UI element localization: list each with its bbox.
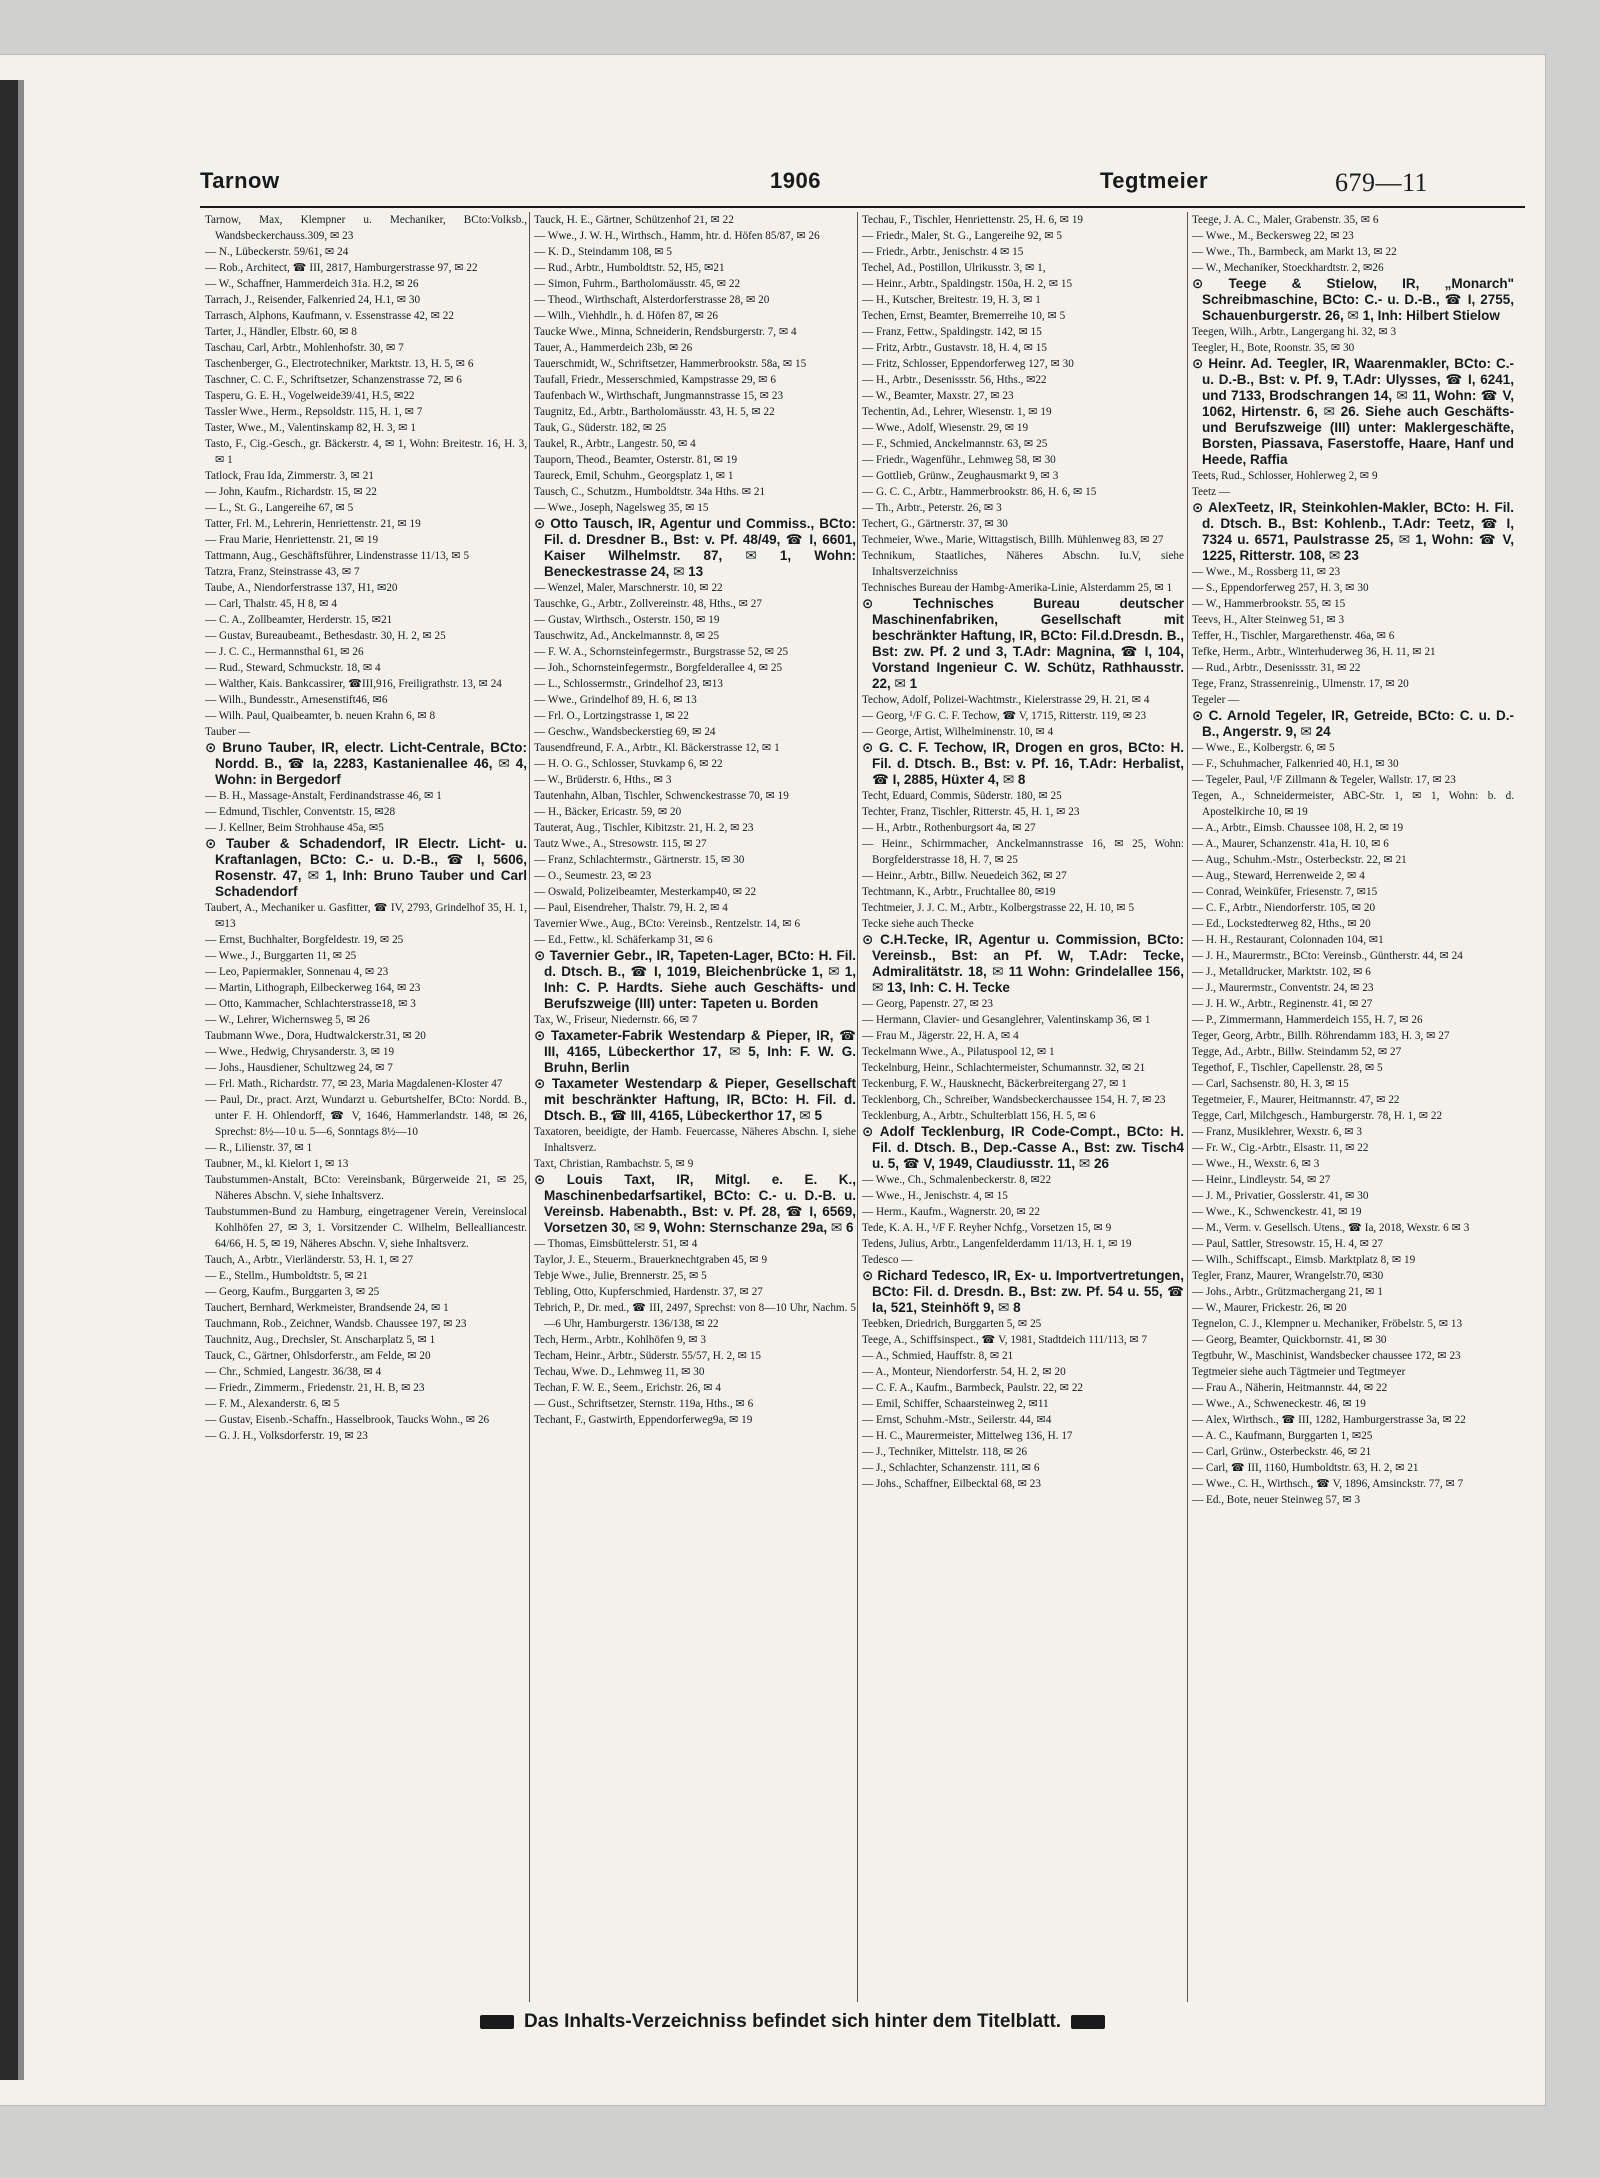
directory-entry: — C. F., Arbtr., Niendorferstr. 105, ✉ 20	[1192, 902, 1376, 914]
directory-entry: Tax, W., Friseur, Niedernstr. 66, ✉ 7	[534, 1014, 698, 1026]
running-header	[200, 168, 1530, 208]
directory-entry: Techow, Adolf, Polizei-Wachtmstr., Kielerstrasse 29, H. 21, ✉ 4	[862, 694, 1150, 706]
directory-entry: Tedens, Julius, Arbtr., Langenfelderdamm 11/13, H. 1, ✉ 19	[862, 1238, 1132, 1250]
header-year: 1906	[770, 168, 821, 193]
directory-entry: Teckelnburg, Heinr., Schlachtermeister, Schumannstr. 32, ✉ 21	[862, 1062, 1146, 1074]
directory-entry: — Conrad, Weinküfer, Friesenstr. 7, ✉15	[1192, 886, 1378, 898]
directory-entry: — Heinr., Arbtr., Spaldingstr. 150a, H. 2, ✉ 15	[862, 278, 1073, 290]
directory-entry: — Gustav, Bureaubeamt., Bethesdastr. 30, H. 2, ✉ 25	[205, 630, 446, 642]
directory-entry: — Wwe., Adolf, Wiesenstr. 29, ✉ 19	[862, 422, 1029, 434]
directory-entry: — Alex, Wirthsch., ☎ III, 1282, Hamburgerstrasse 3a, ✉ 22	[1192, 1414, 1466, 1426]
directory-entry: — Wwe., Ch., Schmalenbeckerstr. 8, ✉22	[862, 1174, 1052, 1186]
directory-entry: — Paul, Sattler, Stresowstr. 15, H. 4, ✉ 27	[1192, 1238, 1384, 1250]
directory-entry: — Wenzel, Maler, Marschnerstr. 10, ✉ 22	[534, 582, 723, 594]
directory-entry: — Ed., Bote, neuer Steinweg 57, ✉ 3	[1192, 1494, 1361, 1506]
directory-entry: Teckelmann Wwe., A., Pilatuspool 12, ✉ 1	[862, 1046, 1055, 1058]
directory-entry: Tauck, C., Gärtner, Ohlsdorferstr., am Felde, ✉ 20	[205, 1350, 431, 1362]
directory-entry: — L., Schlossermstr., Grindelhof 23, ✉13	[534, 678, 723, 690]
directory-entry: Tege, Franz, Strassenreinig., Ulmenstr. 17, ✉ 20	[1192, 678, 1409, 690]
directory-entry: — Wilh. Paul, Quaibeamter, b. neuen Krahn 6, ✉ 8	[205, 710, 436, 722]
directory-entry: — Ed., Lockstedterweg 82, Hths., ✉ 20	[1192, 918, 1371, 930]
directory-entry: — George, Artist, Wilhelminenstr. 10, ✉ 4	[862, 726, 1054, 738]
column-divider	[857, 212, 858, 2002]
directory-entry: — H., Kutscher, Breitestr. 19, H. 3, ✉ 1	[862, 294, 1041, 306]
directory-entry: — S., Eppendorferweg 257, H. 3, ✉ 30	[1192, 582, 1369, 594]
directory-entry: — A., Monteur, Niendorferstr. 54, H. 2, ✉ 20	[862, 1366, 1066, 1378]
directory-entry: — Friedr., Zimmerm., Friedenstr. 21, H. B, ✉ 23	[205, 1382, 425, 1394]
directory-entry: — Frl. Math., Richardstr. 77, ✉ 23, Maria Magdalenen-Kloster 47	[205, 1078, 503, 1090]
directory-entry: — Fritz, Schlosser, Eppendorferweg 127, ✉ 30	[862, 358, 1074, 370]
directory-entry: — E., Stellm., Humboldtstr. 5, ✉ 21	[205, 1270, 368, 1282]
directory-entry: — J., Metalldrucker, Marktstr. 102, ✉ 6	[1192, 966, 1371, 978]
directory-entry: Teetz —	[1192, 486, 1231, 498]
directory-entry: — Leo, Papiermakler, Sonnenau 4, ✉ 23	[205, 966, 389, 978]
directory-entry: Tautenhahn, Alban, Tischler, Schwenckestrasse 70, ✉ 19	[534, 790, 789, 802]
directory-entry: Tedesco —	[862, 1254, 913, 1266]
directory-entry: — Gustav, Eisenb.-Schaffn., Hasselbrook, Taucks Wohn., ✉ 26	[205, 1414, 490, 1426]
directory-entry: Tauber —	[205, 726, 250, 738]
directory-entry: ⊙ Heinr. Ad. Teegler, IR, Waarenmakler, BCto: C.- u. D.-B., Bst: v. Pf. 9, T.Adr: Ulysses, ☎ I, 6241, und 7133, Brodschrangen 14, ✉ 11, Wohn: ☎ V, 1062, Hirtenstr. 6, ✉ 26. Siehe auch Geschäfts- und Berufszweige (III) unter: Maklergeschäfte, Borsten, Piassava, Faserstoffe, Haare, Hanf und Heede, Raffia	[1192, 356, 1514, 467]
directory-entry: — Th., Arbtr., Peterstr. 26, ✉ 3	[862, 502, 1002, 514]
directory-entry: — Heinr., Lindleystr. 54, ✉ 27	[1192, 1174, 1331, 1186]
directory-entry: Techmeier, Wwe., Marie, Wittagstisch, Billh. Mühlenweg 83, ✉ 27	[862, 534, 1164, 546]
directory-entry: — Aug., Schuhm.-Mstr., Osterbeckstr. 22, ✉ 21	[1192, 854, 1407, 866]
directory-entry: — Johs., Arbtr., Grützmachergang 21, ✉ 1	[1192, 1286, 1383, 1298]
directory-entry: — M., Verm. v. Gesellsch. Utens., ☎ Ia, 2018, Wexstr. 6 ✉ 3	[1192, 1222, 1470, 1234]
directory-entry: — Geschw., Wandsbeckerstieg 69, ✉ 24	[534, 726, 716, 738]
directory-entry: Teckenburg, F. W., Hausknecht, Bäckerbreitergang 27, ✉ 1	[862, 1078, 1127, 1090]
directory-entry: Techel, Ad., Postillon, Ulrikusstr. 3, ✉ 1,	[862, 262, 1046, 274]
directory-entry: Tarrasch, Alphons, Kaufmann, v. Essenstrasse 42, ✉ 22	[205, 310, 454, 322]
directory-entry: — F. W. A., Schornsteinfegermstr., Burgstrasse 52, ✉ 25	[534, 646, 789, 658]
directory-entry: Tauck, H. E., Gärtner, Schützenhof 21, ✉ 22	[534, 214, 734, 226]
directory-entry: Tegethof, F., Tischler, Capellenstr. 28, ✉ 5	[1192, 1062, 1383, 1074]
directory-entry: — Frau A., Näherin, Heitmannstr. 44, ✉ 22	[1192, 1382, 1388, 1394]
directory-entry: — Franz, Musiklehrer, Wexstr. 6, ✉ 3	[1192, 1126, 1363, 1138]
directory-entry: — Wwe., H., Wexstr. 6, ✉ 3	[1192, 1158, 1320, 1170]
directory-entry: Taufall, Friedr., Messerschmied, Kampstrasse 29, ✉ 6	[534, 374, 776, 386]
directory-entry: Taubstummen-Bund zu Hamburg, eingetragener Verein, Vereinslocal Kohlhöfen 27, ✉ 3, 1. Vorsitzender C. Wilhelm, Bellealliancestr. 64/66, H. 5, ✉ 19, Näheres Abschn. V, siehe Inhaltsverz.	[205, 1206, 527, 1250]
directory-entry: Tarrach, J., Reisender, Falkenried 24, H.1, ✉ 30	[205, 294, 421, 306]
directory-entry: ⊙ Taxameter-Fabrik Westendarp & Pieper, IR, ☎ III, 4165, Lübeckerthor 17, ✉ 5, Inh: F. W. G. Bruhn, Berlin	[534, 1028, 856, 1075]
directory-entry: — Oswald, Polizeibeamter, Mesterkamp40, ✉ 22	[534, 886, 757, 898]
book-spine-edge	[0, 80, 18, 2080]
directory-entry: Tatter, Frl. M., Lehrerin, Henriettenstr. 21, ✉ 19	[205, 518, 421, 530]
directory-entry: Taxt, Christian, Rambachstr. 5, ✉ 9	[534, 1158, 694, 1170]
directory-entry: — Franz, Fettw., Spaldingstr. 142, ✉ 15	[862, 326, 1042, 338]
directory-entry: ⊙ Bruno Tauber, IR, electr. Licht-Centrale, BCto: Nordd. B., ☎ Ia, 2283, Kastanienallee 46, ✉ 4, Wohn: in Bergedorf	[205, 740, 527, 787]
directory-entry: — H. C., Maurermeister, Mittelweg 136, H. 17	[862, 1430, 1073, 1442]
directory-entry: Tegge, Ad., Arbtr., Billw. Steindamm 52, ✉ 27	[1192, 1046, 1402, 1058]
directory-entry: — Herm., Kaufm., Wagnerstr. 20, ✉ 22	[862, 1206, 1040, 1218]
directory-entry: — Wwe., M., Rossberg 11, ✉ 23	[1192, 566, 1341, 578]
directory-entry: — Martin, Lithograph, Eilbeckerweg 164, ✉ 23	[205, 982, 421, 994]
directory-entry: — W., Maurer, Frickestr. 26, ✉ 20	[1192, 1302, 1347, 1314]
directory-entry: — F., Schuhmacher, Falkenried 40, H.1, ✉ 30	[1192, 758, 1399, 770]
directory-entry: Teets, Rud., Schlosser, Hohlerweg 2, ✉ 9	[1192, 470, 1378, 482]
directory-entry: Taxatoren, beeidigte, der Hamb. Feuercasse, Näheres Abschn. I, siehe Inhaltsverz.	[534, 1126, 856, 1154]
directory-entry: Tauk, G., Süderstr. 182, ✉ 25	[534, 422, 667, 434]
directory-entry: ⊙ AlexTeetz, IR, Steinkohlen-Makler, BCto: H. Fil. d. Dtsch. B., Bst: Kohlenb., T.Adr: Teetz, ☎ I, 7324 u. 6571, Paulstrasse 25, ✉ 1, Wohn: ☎ V, 1225, Ritterstr. 108, ✉ 23	[1192, 500, 1514, 563]
directory-entry: — Paul, Dr., pract. Arzt, Wundarzt u. Geburtshelfer, BCto: Nordd. B., unter F. H. Ohlendorff, ☎ V, 1646, Hammerlandstr. 148, ✉ 26, Sprechst: 8½—10 u. 5—6, Sonntags 8½—10	[205, 1094, 527, 1138]
directory-entry: — J. H. W., Arbtr., Reginenstr. 41, ✉ 27	[1192, 998, 1373, 1010]
directory-entry: Tegetmeier, F., Maurer, Heitmannstr. 47, ✉ 22	[1192, 1094, 1400, 1106]
directory-entry: Techant, F., Gastwirth, Eppendorferweg9a, ✉ 19	[534, 1414, 753, 1426]
directory-entry: — Wilh., Schiffscapt., Eimsb. Marktplatz 8, ✉ 19	[1192, 1254, 1416, 1266]
directory-entry: Teevs, H., Alter Steinweg 51, ✉ 3	[1192, 614, 1345, 626]
directory-entry: Techtmeier, J. J. C. M., Arbtr., Kolbergstrasse 22, H. 10, ✉ 5	[862, 902, 1135, 914]
directory-entry: Tauchert, Bernhard, Werkmeister, Brandsende 24, ✉ 1	[205, 1302, 449, 1314]
directory-entry: — Hermann, Clavier- und Gesanglehrer, Valentinskamp 36, ✉ 1	[862, 1014, 1151, 1026]
directory-entry: — Rud., Arbtr., Humboldtstr. 52, H5, ✉21	[534, 262, 725, 274]
directory-entry: — Chr., Schmied, Langestr. 36/38, ✉ 4	[205, 1366, 382, 1378]
directory-entry: — Wilh., Bundesstr., Arnesenstift46, ✉6	[205, 694, 388, 706]
header-first-name: Tarnow	[200, 168, 280, 193]
directory-entry: — A., Schmied, Hauffstr. 8, ✉ 21	[862, 1350, 1014, 1362]
directory-entry: — L., St. G., Langereihe 67, ✉ 5	[205, 502, 354, 514]
directory-entry: ⊙ Richard Tedesco, IR, Ex- u. Importvertretungen, BCto: Fil. d. Dresdn. B., Bst: zw. Pf. 54 u. 55, ☎ Ia, 521, Steinhöft 9, ✉ 8	[862, 1268, 1184, 1315]
directory-entry: ⊙ Tavernier Gebr., IR, Tapeten-Lager, BCto: H. Fil. d. Dtsch. B., ☎ I, 1019, Bleichenbrücke 1, ✉ 1, Inh: C. P. Hardts. Siehe auch Geschäfts- und Berufszweige (III) unter: Tapeten u. Borden	[534, 948, 856, 1011]
directory-entry: Techan, F. W. E., Seem., Erichstr. 26, ✉ 4	[534, 1382, 721, 1394]
directory-entry: Tauchmann, Rob., Zeichner, Wandsb. Chaussee 197, ✉ 23	[205, 1318, 467, 1330]
directory-entry: — G. C. C., Arbtr., Hammerbrookstr. 86, H. 6, ✉ 15	[862, 486, 1097, 498]
directory-entry: ⊙ C. Arnold Tegeler, IR, Getreide, BCto: C. u. D.-B., Angerstr. 9, ✉ 24	[1192, 708, 1514, 739]
directory-entry: ⊙ Taxameter Westendarp & Pieper, Gesellschaft mit beschränkter Haftung, IR, BCto: H. Fil. d. Dtsch. B., ☎ III, 4165, Lübeckerthor 17, ✉ 5	[534, 1076, 856, 1123]
directory-entry: ⊙ Adolf Tecklenburg, IR Code-Compt., BCto: H. Fil. d. Dtsch. B., Dep.-Casse A., Bst: zw. Tisch4 u. 5, ☎ V, 1949, Claudiusstr. 11, ✉ 26	[862, 1124, 1184, 1171]
directory-entry: — Wwe., Joseph, Nagelsweg 35, ✉ 15	[534, 502, 709, 514]
directory-entry: Tattmann, Aug., Geschäftsführer, Lindenstrasse 11/13, ✉ 5	[205, 550, 470, 562]
directory-entry: — Rob., Architect, ☎ III, 2817, Hamburgerstrasse 97, ✉ 22	[205, 262, 478, 274]
directory-entry: — F. M., Alexanderstr. 6, ✉ 5	[205, 1398, 340, 1410]
directory-entry: — Joh., Schornsteinfegermstr., Borgfelderallee 4, ✉ 25	[534, 662, 783, 674]
page-number: 679—11	[1335, 168, 1429, 197]
directory-entry: — H., Bäcker, Ericastr. 59, ✉ 20	[534, 806, 682, 818]
directory-entry: Taschner, C. C. F., Schriftsetzer, Schanzenstrasse 72, ✉ 6	[205, 374, 462, 386]
directory-entry: — W., Mechaniker, Stoeckhardtstr. 2, ✉26	[1192, 262, 1384, 274]
directory-entry: — J., Techniker, Mittelstr. 118, ✉ 26	[862, 1446, 1028, 1458]
directory-entry: — Carl, ☎ III, 1160, Humboldtstr. 63, H. 2, ✉ 21	[1192, 1462, 1419, 1474]
directory-entry: — H. O. G., Schlosser, Stuvkamp 6, ✉ 22	[534, 758, 723, 770]
directory-entry: — J., Schlachter, Schanzenstr. 111, ✉ 6	[862, 1462, 1040, 1474]
directory-entry: — Edmund, Tischler, Conventstr. 15, ✉28	[205, 806, 396, 818]
directory-entry: — A., Maurer, Schanzenstr. 41a, H. 10, ✉ 6	[1192, 838, 1389, 850]
directory-entry: Teege, A., Schiffsinspect., ☎ V, 1981, Stadtdeich 111/113, ✉ 7	[862, 1334, 1148, 1346]
directory-entry: — J. C. C., Hermannsthal 61, ✉ 26	[205, 646, 364, 658]
directory-entry: — Wwe., J. W. H., Wirthsch., Hamm, htr. d. Höfen 85/87, ✉ 26	[534, 230, 820, 242]
directory-entry: Techentin, Ad., Lehrer, Wiesenstr. 1, ✉ 19	[862, 406, 1052, 418]
directory-entry: — W., Schaffner, Hammerdeich 31a. H.2, ✉ 26	[205, 278, 419, 290]
directory-entry: — Georg, Papenstr. 27, ✉ 23	[862, 998, 993, 1010]
directory-entry: — Wwe., Hedwig, Chrysanderstr. 3, ✉ 19	[205, 1046, 395, 1058]
directory-entry: Taster, Wwe., M., Valentinskamp 82, H. 3, ✉ 1	[205, 422, 416, 434]
directory-entry: — Franz, Schlachtermstr., Gärtnerstr. 15, ✉ 30	[534, 854, 745, 866]
directory-entry: Tegler, Franz, Maurer, Wrangelstr.70, ✉30	[1192, 1270, 1384, 1282]
directory-entry: Technikum, Staatliches, Näheres Abschn. Iu.V, siehe Inhaltsverzeichniss	[862, 550, 1184, 578]
directory-entry: — Carl, Grünw., Osterbeckstr. 46, ✉ 21	[1192, 1446, 1372, 1458]
directory-entry: Tecke siehe auch Thecke	[862, 918, 974, 930]
directory-entry: — Heinr., Arbtr., Billw. Neuedeich 362, ✉ 27	[862, 870, 1067, 882]
column-divider	[529, 212, 530, 2002]
directory-entry: — J. H., Maurermstr., BCto: Vereinsb., Güntherstr. 44, ✉ 24	[1192, 950, 1463, 962]
directory-entry: — Carl, Thalstr. 45, H 8, ✉ 4	[205, 598, 337, 610]
directory-entry: Tecklenborg, Ch., Schreiber, Wandsbeckerchaussee 154, H. 7, ✉ 23	[862, 1094, 1166, 1106]
directory-entry: — J., Maurermstr., Conventstr. 24, ✉ 23	[1192, 982, 1374, 994]
directory-entry: — B. H., Massage-Anstalt, Ferdinandstrasse 46, ✉ 1	[205, 790, 442, 802]
directory-entry: — F., Schmied, Anckelmannstr. 63, ✉ 25	[862, 438, 1048, 450]
directory-entry: — Friedr., Wagenführ., Lehmweg 58, ✉ 30	[862, 454, 1056, 466]
directory-entry: — Thomas, Eimsbüttelerstr. 51, ✉ 4	[534, 1238, 698, 1250]
directory-entry: Taucke Wwe., Minna, Schneiderin, Rendsburgerstr. 7, ✉ 4	[534, 326, 797, 338]
directory-entry: Tassler Wwe., Herm., Repsoldstr. 115, H. 1, ✉ 7	[205, 406, 423, 418]
footer-note	[470, 2011, 1270, 2039]
directory-entry: — Theod., Wirthschaft, Alsterdorferstrasse 28, ✉ 20	[534, 294, 770, 306]
directory-entry: Taschau, Carl, Arbtr., Mohlenhofstr. 30, ✉ 7	[205, 342, 404, 354]
directory-entry: Tefke, Herm., Arbtr., Winterhuderweg 36, H. 11, ✉ 21	[1192, 646, 1436, 658]
directory-entry: Taubmann Wwe., Dora, Hudtwalckerstr.31, ✉ 20	[205, 1030, 426, 1042]
directory-entry: Teebken, Driedrich, Burggarten 5, ✉ 25	[862, 1318, 1042, 1330]
directory-entry: Techert, G., Gärtnerstr. 37, ✉ 30	[862, 518, 1008, 530]
directory-entry: Tegge, Carl, Milchgesch., Hamburgerstr. 78, H. 1, ✉ 22	[1192, 1110, 1443, 1122]
directory-entry: Tasto, F., Cig.-Gesch., gr. Bäckerstr. 4, ✉ 1, Wohn: Breitestr. 16, H. 3, ✉ 1	[205, 438, 527, 466]
directory-entry: — Gottlieb, Grünw., Zeughausmarkt 9, ✉ 3	[862, 470, 1059, 482]
directory-entry: — K. D., Steindamm 108, ✉ 5	[534, 246, 673, 258]
directory-entry: — R., Lilienstr. 37, ✉ 1	[205, 1142, 313, 1154]
directory-entry: Tegnelon, C. J., Klempner u. Mechaniker, Fröbelstr. 5, ✉ 13	[1192, 1318, 1463, 1330]
directory-entry: — A., Arbtr., Eimsb. Chaussee 108, H. 2, ✉ 19	[1192, 822, 1404, 834]
directory-entry: — Fritz, Arbtr., Gustavstr. 18, H. 4, ✉ 15	[862, 342, 1047, 354]
directory-entry: Techam, Heinr., Arbtr., Süderstr. 55/57, H. 2, ✉ 15	[534, 1350, 762, 1362]
directory-entry: — Otto, Kammacher, Schlachterstrasse18, ✉ 3	[205, 998, 416, 1010]
directory-entry: Teegler, H., Bote, Roonstr. 35, ✉ 30	[1192, 342, 1355, 354]
directory-entry: — Paul, Eisendreher, Thalstr. 79, H. 2, ✉ 4	[534, 902, 728, 914]
directory-entry: — P., Zimmermann, Hammerdeich 155, H. 7, ✉ 26	[1192, 1014, 1423, 1026]
directory-entry: — Walther, Kais. Bankcassirer, ☎III,916, Freiligrathstr. 13, ✉ 24	[205, 678, 502, 690]
directory-entry: — Wwe., Grindelhof 89, H. 6, ✉ 13	[534, 694, 697, 706]
directory-entry: — H. H., Restaurant, Colonnaden 104, ✉1	[1192, 934, 1384, 946]
directory-entry: Tegen, A., Schneidermeister, ABC-Str. 1, ✉ 1, Wohn: b. d. Apostelkirche 10, ✉ 19	[1192, 790, 1514, 818]
directory-entry: — Wilh., Viehhdlr., h. d. Höfen 87, ✉ 26	[534, 310, 719, 322]
directory-entry: Tegeler —	[1192, 694, 1240, 706]
directory-entry: ⊙ Teege & Stielow, IR, „Monarch" Schreibmaschine, BCto: C.- u. D.-B., ☎ I, 2755, Schauenburgerstr. 26, ✉ 1, Inh: Hilbert Stielow	[1192, 276, 1514, 323]
directory-entry: Teffer, H., Tischler, Margarethenstr. 46a, ✉ 6	[1192, 630, 1395, 642]
directory-entry: Techau, Wwe. D., Lehmweg 11, ✉ 30	[534, 1366, 705, 1378]
directory-entry: Taureck, Emil, Schuhm., Georgsplatz 1, ✉ 1	[534, 470, 734, 482]
column-3	[862, 212, 1184, 2002]
directory-entry: — G. J. H., Volksdorferstr. 19, ✉ 23	[205, 1430, 368, 1442]
directory-entry: — W., Hammerbrookstr. 55, ✉ 15	[1192, 598, 1346, 610]
directory-entry: — Frau Marie, Henriettenstr. 21, ✉ 19	[205, 534, 379, 546]
page-fold-shadow	[18, 80, 24, 2080]
directory-entry: — H., Arbtr., Rothenburgsort 4a, ✉ 27	[862, 822, 1036, 834]
directory-entry: — Ernst, Schuhm.-Mstr., Seilerstr. 44, ✉4	[862, 1414, 1052, 1426]
directory-entry: — Wwe., J., Burggarten 11, ✉ 25	[205, 950, 357, 962]
directory-entry: — Georg, Kaufm., Burggarten 3, ✉ 25	[205, 1286, 380, 1298]
directory-entry: Tasperu, G. E. H., Vogelweide39/41, H.5, ✉22	[205, 390, 415, 402]
directory-entry: — N., Lübeckerstr. 59/61, ✉ 24	[205, 246, 349, 258]
directory-entry: Tatlock, Frau Ida, Zimmerstr. 3, ✉ 21	[205, 470, 374, 482]
directory-entry: Tarnow, Max, Klempner u. Mechaniker, BCto:Volksb., Wandsbeckerchauss.309, ✉ 23	[205, 214, 527, 242]
directory-entry: Tauch, A., Arbtr., Vierländerstr. 53, H. 1, ✉ 27	[205, 1254, 414, 1266]
directory-entry: — O., Seumestr. 23, ✉ 23	[534, 870, 652, 882]
directory-entry: Techen, Ernst, Beamter, Bremerreihe 10, ✉ 5	[862, 310, 1066, 322]
directory-entry: — Friedr., Maler, St. G., Langereihe 92, ✉ 5	[862, 230, 1063, 242]
directory-entry: — Emil, Schiffer, Schaarsteinweg 2, ✉11	[862, 1398, 1049, 1410]
directory-entry: Tebje Wwe., Julie, Brennerstr. 25, ✉ 5	[534, 1270, 707, 1282]
directory-entry: — C. F. A., Kaufm., Barmbeck, Paulstr. 22, ✉ 22	[862, 1382, 1084, 1394]
directory-entry: Taschenberger, G., Electrotechniker, Marktstr. 13, H. 5, ✉ 6	[205, 358, 474, 370]
directory-entry: Teger, Georg, Arbtr., Billh. Röhrendamm 183, H. 3, ✉ 27	[1192, 1030, 1450, 1042]
directory-entry: — W., Brüderstr. 6, Hths., ✉ 3	[534, 774, 672, 786]
directory-entry: — Tegeler, Paul, ¹/F Zillmann & Tegeler, Wallstr. 17, ✉ 23	[1192, 774, 1456, 786]
directory-entry: — H., Arbtr., Desenissstr. 56, Hths., ✉22	[862, 374, 1047, 386]
directory-entry: Tegtmeier siehe auch Tägtmeier und Tegtmeyer	[1192, 1366, 1406, 1378]
directory-entry: — John, Kaufm., Richardstr. 15, ✉ 22	[205, 486, 377, 498]
directory-entry: — Gust., Schriftsetzer, Sternstr. 119a, Hths., ✉ 6	[534, 1398, 754, 1410]
directory-entry: — J. Kellner, Beim Strohhause 45a, ✉5	[205, 822, 384, 834]
header-rule	[200, 206, 1525, 208]
directory-entry: ⊙ Otto Tausch, IR, Agentur und Commiss., BCto: Fil. d. Dresdner B., Bst: v. Pf. 48/49, ☎ I, 6601, Kaiser Wilhelmstr. 87, ✉ 1, Wohn: Beneckestrasse 24, ✉ 13	[534, 516, 856, 579]
directory-entry: — Rud., Steward, Schmuckstr. 18, ✉ 4	[205, 662, 381, 674]
directory-entry: Tebling, Otto, Kupferschmied, Hardenstr. 37, ✉ 27	[534, 1286, 763, 1298]
directory-entry: — Ed., Fettw., kl. Schäferkamp 31, ✉ 6	[534, 934, 713, 946]
directory-entry: Taubner, M., kl. Kielort 1, ✉ 13	[205, 1158, 349, 1170]
directory-entry: — Wwe., C. H., Wirthsch., ☎ V, 1896, Amsinckstr. 77, ✉ 7	[1192, 1478, 1464, 1490]
directory-entry: Taukel, R., Arbtr., Langestr. 50, ✉ 4	[534, 438, 696, 450]
directory-entry: — Friedr., Arbtr., Jenischstr. 4 ✉ 15	[862, 246, 1024, 258]
directory-entry: Taubert, A., Mechaniker u. Gasfitter, ☎ IV, 2793, Grindelhof 35, H. 1, ✉13	[205, 902, 527, 930]
footer-note-text: Das Inhalts-Verzeichniss befindet sich hinter dem Titelblatt.	[524, 2011, 1062, 2032]
column-1	[205, 212, 527, 2002]
directory-entry: Tecklenburg, A., Arbtr., Schulterblatt 156, H. 5, ✉ 6	[862, 1110, 1096, 1122]
directory-entry: Tarter, J., Händler, Elbstr. 60, ✉ 8	[205, 326, 357, 338]
directory-entry: ⊙ C.H.Tecke, IR, Agentur u. Commission, BCto: Vereinsb., Bst: an Pf. W, T.Adr: Tecke, Admiralitätstr. 18, ✉ 11 Wohn: Grindelallee 156, ✉ 13, Inh: C. H. Tecke	[862, 932, 1184, 995]
directory-entry: — W., Beamter, Maxstr. 27, ✉ 23	[862, 390, 1014, 402]
directory-entry: — Georg, Beamter, Quickbornstr. 41, ✉ 30	[1192, 1334, 1387, 1346]
directory-entry: Techau, F., Tischler, Henriettenstr. 25, H. 6, ✉ 19	[862, 214, 1084, 226]
directory-entry: — Wwe., M., Beckersweg 22, ✉ 23	[1192, 230, 1354, 242]
directory-entry: — Johs., Hausdiener, Schultzweg 24, ✉ 7	[205, 1062, 393, 1074]
directory-entry: — Rud., Arbtr., Desenissstr. 31, ✉ 22	[1192, 662, 1361, 674]
column-2	[534, 212, 856, 2002]
directory-entry: — Wwe., E., Kolbergstr. 6, ✉ 5	[1192, 742, 1335, 754]
directory-entry: Tegtbuhr, W., Maschinist, Wandsbecker chaussee 172, ✉ 23	[1192, 1350, 1461, 1362]
directory-entry: Teegen, Wilh., Arbtr., Langergang hi. 32, ✉ 3	[1192, 326, 1397, 338]
directory-entry: — Ernst, Buchhalter, Borgfeldestr. 19, ✉ 25	[205, 934, 404, 946]
directory-entry: — Johs., Schaffner, Eilbecktal 68, ✉ 23	[862, 1478, 1041, 1490]
directory-entry: Taubstummen-Anstalt, BCto: Vereinsbank, Bürgerweide 21, ✉ 25, Näheres Abschn. V, siehe Inhaltsverz.	[205, 1174, 527, 1202]
directory-entry: — Wwe., K., Schwenckestr. 41, ✉ 19	[1192, 1206, 1362, 1218]
directory-entry: — Georg, ¹/F G. C. F. Techow, ☎ V, 1715, Ritterstr. 119, ✉ 23	[862, 710, 1147, 722]
directory-entry: Tauer, A., Hammerdeich 23b, ✉ 26	[534, 342, 693, 354]
directory-entry: — W., Lehrer, Wichernsweg 5, ✉ 26	[205, 1014, 370, 1026]
directory-entry: Tavernier Wwe., Aug., BCto: Vereinsb., Rentzelstr. 14, ✉ 6	[534, 918, 801, 930]
directory-entry: Tauchnitz, Aug., Drechsler, St. Anscharplatz 5, ✉ 1	[205, 1334, 436, 1346]
directory-entry: — J. M., Privatier, Gosslerstr. 41, ✉ 30	[1192, 1190, 1369, 1202]
directory-entry: Taylor, J. E., Steuerm., Brauerknechtgraben 45, ✉ 9	[534, 1254, 768, 1266]
directory-entry: — Wwe., Th., Barmbeck, am Markt 13, ✉ 22	[1192, 246, 1397, 258]
directory-entry: Tede, K. A. H., ¹/F F. Reyher Nchfg., Vorsetzen 15, ✉ 9	[862, 1222, 1112, 1234]
directory-entry: Tauschwitz, Ad., Anckelmannstr. 8, ✉ 25	[534, 630, 720, 642]
header-last-name: Tegtmeier	[1100, 168, 1209, 193]
directory-entry: Tauerschmidt, W., Schriftsetzer, Hammerbrookstr. 58a, ✉ 15	[534, 358, 807, 370]
pointing-hand-icon	[1071, 2015, 1105, 2029]
directory-entry: — Carl, Sachsenstr. 80, H. 3, ✉ 15	[1192, 1078, 1349, 1090]
directory-entry: Taugnitz, Ed., Arbtr., Bartholomäusstr. 43, H. 5, ✉ 22	[534, 406, 775, 418]
directory-entry: Tautz Wwe., A., Stresowstr. 115, ✉ 27	[534, 838, 707, 850]
directory-entry: Taube, A., Niendorferstrasse 137, H1, ✉20	[205, 582, 398, 594]
directory-entry: Tausendfreund, F. A., Arbtr., Kl. Bäckerstrasse 12, ✉ 1	[534, 742, 780, 754]
directory-entry: Tauschke, G., Arbtr., Zollvereinstr. 48, Hths., ✉ 27	[534, 598, 762, 610]
directory-entry: Tech, Herm., Arbtr., Kohlhöfen 9, ✉ 3	[534, 1334, 707, 1346]
directory-entry: ⊙ Technisches Bureau deutscher Maschinenfabriken, Gesellschaft mit beschränkter Haftung, IR, BCto: Fil.d.Dresdn. B., Bst: zw. Pf. 2 und 3, T.Adr: Magnina, ☎ I, 104, Vorstand Ingenieur C. W. Schütz, Rathhausstr. 22, ✉ 1	[862, 596, 1184, 691]
directory-entry: Taufenbach W., Wirthschaft, Jungmannstrasse 15, ✉ 23	[534, 390, 784, 402]
directory-entry: — Wwe., A., Schweneckestr. 46, ✉ 19	[1192, 1398, 1366, 1410]
directory-entry: Teege, J. A. C., Maler, Grabenstr. 35, ✉ 6	[1192, 214, 1379, 226]
directory-entry: Tebrich, P., Dr. med., ☎ III, 2497, Sprechst: von 8—10 Uhr, Nachm. 5—6 Uhr, Hamburgerstr. 136/138, ✉ 22	[534, 1302, 856, 1330]
directory-entry: — C. A., Zollbeamter, Herderstr. 15, ✉21	[205, 614, 393, 626]
directory-entry: ⊙ Louis Taxt, IR, Mitgl. e. E. K., Maschinenbedarfsartikel, BCto: C.- u. D.-B. u. Vereinsb. Habenabth., Bst: v. Pf. 28, ☎ I, 6569, Vorsetzen 30, ✉ 9, Wohn: Sternschanze 29a, ✉ 6	[534, 1172, 856, 1235]
directory-entry: ⊙ Tauber & Schadendorf, IR Electr. Licht- u. Kraftanlagen, BCto: C.- u. D.-B., ☎ I, 5606, Rosenstr. 47, ✉ 1, Inh: Bruno Tauber und Carl Schadendorf	[205, 836, 527, 899]
directory-entry: — Gustav, Wirthsch., Osterstr. 150, ✉ 19	[534, 614, 720, 626]
pointing-hand-icon	[480, 2015, 514, 2029]
directory-entry: Techt, Eduard, Commis, Süderstr. 180, ✉ 25	[862, 790, 1062, 802]
directory-entry: Tauporn, Theod., Beamter, Osterstr. 81, ✉ 19	[534, 454, 738, 466]
directory-entry: Tausch, C., Schutzm., Humboldtstr. 34a Hths. ✉ 21	[534, 486, 766, 498]
directory-entry: — Heinr., Schirmmacher, Anckelmannstrasse 16, ✉ 25, Wohn: Borgfelderstrasse 18, H. 7, ✉ 25	[862, 838, 1184, 866]
directory-entry: — Frau M., Jägerstr. 22, H. A, ✉ 4	[862, 1030, 1019, 1042]
directory-entry: — Wwe., H., Jenischstr. 4, ✉ 15	[862, 1190, 1008, 1202]
directory-entry: — A. C., Kaufmann, Burggarten 1, ✉25	[1192, 1430, 1373, 1442]
directory-entry: ⊙ G. C. F. Techow, IR, Drogen en gros, BCto: H. Fil. d. Dtsch. B., Bst: v. Pf. 16, T.Adr: Herbalist, ☎ I, 2885, Hüxter 4, ✉ 8	[862, 740, 1184, 787]
directory-entry: Tauterat, Aug., Tischler, Kibitzstr. 21, H. 2, ✉ 23	[534, 822, 754, 834]
column-divider	[1187, 212, 1188, 2002]
directory-entry: — Aug., Steward, Herrenweide 2, ✉ 4	[1192, 870, 1365, 882]
directory-entry: — Simon, Fuhrm., Bartholomäusstr. 45, ✉ 22	[534, 278, 741, 290]
directory-entry: Techter, Franz, Tischler, Ritterstr. 45, H. 1, ✉ 23	[862, 806, 1080, 818]
directory-entry: Techtmann, K., Arbtr., Fruchtallee 80, ✉19	[862, 886, 1056, 898]
directory-entry: Tatzra, Franz, Steinstrasse 43, ✉ 7	[205, 566, 360, 578]
directory-entry: Technisches Bureau der Hambg-Amerika-Linie, Alsterdamm 25, ✉ 1	[862, 582, 1173, 594]
directory-entry: — Frl. O., Lortzingstrasse 1, ✉ 22	[534, 710, 689, 722]
directory-entry: — Fr. W., Cig.-Arbtr., Elsastr. 11, ✉ 22	[1192, 1142, 1369, 1154]
column-4	[1192, 212, 1514, 2002]
